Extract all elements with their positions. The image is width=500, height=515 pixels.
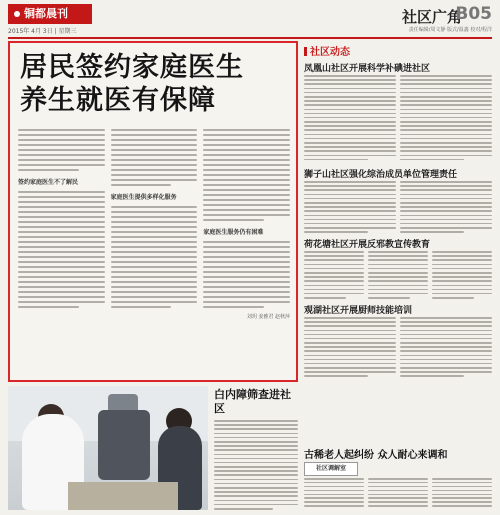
article-column	[111, 129, 198, 379]
news-body	[304, 75, 492, 163]
news-body	[304, 317, 492, 377]
headline-line-2: 养生就医有保障	[20, 85, 216, 116]
article-column	[203, 129, 290, 379]
header-divider	[8, 37, 492, 39]
community-news-column	[304, 41, 492, 441]
section-title: 社区广角	[401, 8, 462, 26]
brand-name: 铜都晨刊	[24, 7, 68, 20]
editor-credits: 责任编辑/周文静 版式/温鑫 校对/程洋	[408, 27, 492, 33]
news-headline[interactable]: 凤凰山社区开展科学补碘进社区	[304, 64, 431, 74]
news-headline[interactable]: 观湖社区开展厨师技能培训	[304, 306, 413, 316]
mediation-headline[interactable]: 古稀老人起纠纷 众人耐心来调和	[304, 450, 448, 461]
main-article[interactable]	[8, 41, 298, 382]
headline-line-1: 居民签约家庭医生	[20, 52, 244, 83]
page-number: B05	[455, 4, 492, 24]
cataract-body	[214, 420, 298, 512]
mediation-tag: 社区调解室	[304, 462, 358, 476]
news-body	[304, 181, 492, 233]
brand-badge	[8, 4, 92, 24]
issue-date: 2015年 4月 3日 | 星期三	[8, 28, 77, 35]
article-body	[18, 129, 290, 379]
eye-exam-photo	[8, 386, 208, 510]
cataract-headline[interactable]: 白内障筛查进社区	[214, 388, 291, 415]
article-subhead: 家庭医生服务仍有困难	[203, 229, 264, 236]
article-column	[18, 129, 105, 379]
masthead	[8, 4, 492, 35]
news-headline[interactable]: 狮子山社区强化综治成员单位管理责任	[304, 170, 458, 180]
news-headline[interactable]: 荷花塘社区开展反邪教宣传教育	[304, 240, 431, 250]
mediation-body	[304, 478, 492, 510]
community-news-tag: 社区动态	[304, 43, 350, 58]
article-subhead: 签约家庭医生不了解民	[18, 179, 79, 186]
article-subhead: 家庭医生提供多样化服务	[110, 194, 177, 201]
brand-dot-icon	[14, 11, 20, 17]
news-body	[304, 251, 492, 299]
article-byline: 刘玥 姜雅君 赵秋萍	[246, 314, 291, 320]
main-headline	[20, 51, 290, 117]
